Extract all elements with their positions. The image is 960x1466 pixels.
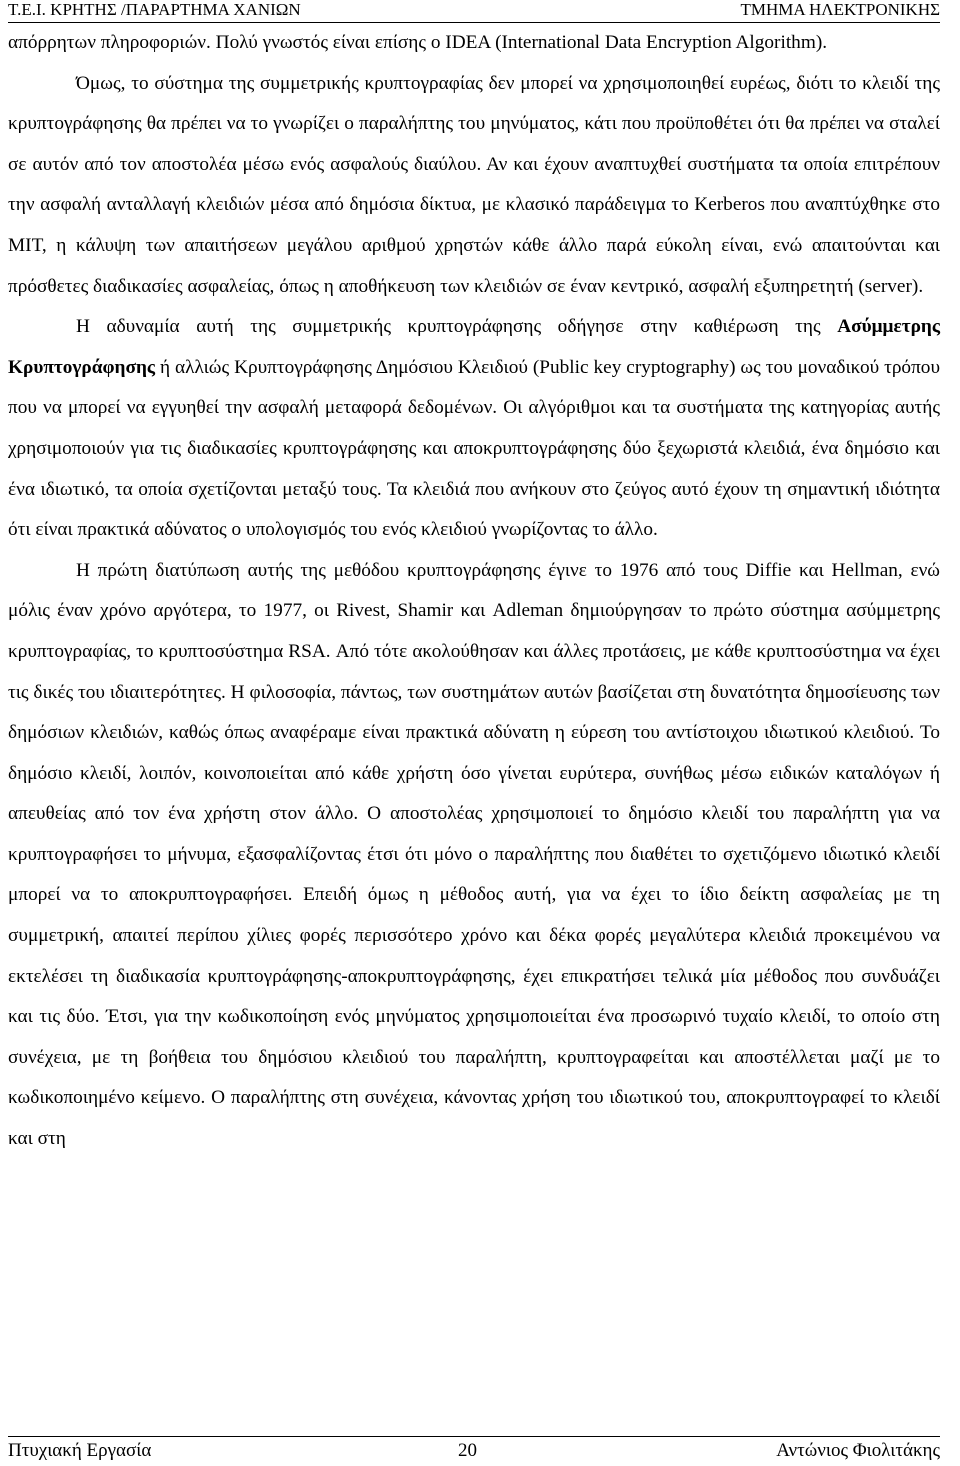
document-body xyxy=(8,23,940,1160)
asymmetric-cryptography-term: Ασύμμετρης Κρυπτογράφησης xyxy=(8,316,940,378)
header-institution: Τ.Ε.Ι. ΚΡΗΤΗΣ /ΠΑΡΑΡΤΗΜΑ ΧΑΝΙΩΝ xyxy=(8,0,301,19)
page-footer xyxy=(8,1436,940,1465)
paragraph-1: απόρρητων πληροφοριών. Πολύ γνωστός είναι επίσης ο IDEA (International Data Encryption Algorithm). xyxy=(8,32,828,53)
footer-document-type: Πτυχιακή Εργασία xyxy=(8,1440,152,1461)
page-header xyxy=(8,0,940,23)
footer-author: Αντώνιος Φιολιτάκης xyxy=(776,1440,940,1461)
paragraph-3 xyxy=(8,307,940,551)
paragraph-2: Όμως, το σύστημα της συμμετρικής κρυπτογραφίας δεν μπορεί να χρησιμοποιηθεί ευρέως, διότι το κλειδί της κρυπτογράφησης θα πρέπει να το γνωρίζει ο παραλήπτης του μηνύματος, κάτι που προϋποθέτει ότι θα πρέπει να σταλεί σε αυτόν από τον αποστολέα μέσω ενός ασφαλούς διαύλου. Αν και έχουν αναπτυχθεί συστήματα τα οποία επιτρέπουν την ασφαλή ανταλλαγή κλειδιών μέσα από δημόσια δίκτυα, με κλασικό παράδειγμα το Kerberos που αναπτύχθηκε στο MIT, η κάλυψη των απαιτήσεων μεγάλου αριθμού χρηστών κάθε άλλο παρά εύκολη είναι, ενώ απαιτούνται και πρόσθετες διαδικασίες ασφαλείας, όπως η αποθήκευση των κλειδιών σε έναν κεντρικό, ασφαλή εξυπηρετητή (server). xyxy=(8,72,940,297)
paragraph-3-rest: ή αλλιώς Κρυπτογράφησης Δημόσιου Κλειδιού (Public key cryptography) ως του μοναδικού τρόπου που να μπορεί να εγγυηθεί την ασφαλή μεταφορά δεδομένων. Οι αλγόριθμοι και τα συστήματα της κατηγορίας αυτής χρησιμοποιούν για τις διαδικασίες κρυπτογράφησης και αποκρυπτογράφησης δύο ξεχωριστά κλειδιά, ένα δημόσιο και ένα ιδιωτικό, τα οποία σχετίζονται μεταξύ τους. Τα κλειδιά που ανήκουν στο ζεύγος αυτό έχουν τη σημαντική ιδιότητα ότι είναι πρακτικά αδύνατος ο υπολογισμός του ενός κλειδιού γνωρίζοντας το άλλο. xyxy=(8,356,940,541)
header-department: ΤΜΗΜΑ ΗΛΕΚΤΡΟΝΙΚΗΣ xyxy=(740,0,940,19)
paragraph-3-intro: Η αδυναμία αυτή της συμμετρικής κρυπτογράφησης οδήγησε στην καθιέρωση της xyxy=(76,316,821,338)
page-number: 20 xyxy=(458,1440,477,1461)
paragraph-4: Η πρώτη διατύπωση αυτής της μεθόδου κρυπτογράφησης έγινε το 1976 από τους Diffie και Hellman, ενώ μόλις έναν χρόνο αργότερα, το 1977, οι Rivest, Shamir και Adleman δημιούργησαν το πρώτο σύστημα ασύμμετρης κρυπτογραφίας, το κρυπτοσύστημα RSA. Από τότε ακολούθησαν και άλλες προτάσεις, με κάθε κρυπτοσύστημα να έχει τις δικές του ιδιαιτερότητες. Η φιλοσοφία, πάντως, των συστημάτων αυτών βασίζεται στη δυνατότητα δημοσίευσης των δημόσιων κλειδιών, καθώς όπως αναφέραμε είναι πρακτικά αδύνατη η εύρεση του αντίστοιχου ιδιωτικού κλειδιού. Το δημόσιο κλειδί, λοιπόν, κοινοποιείται από κάθε χρήστη όσο γίνεται ευρύτερα, συνήθως μέσω ειδικών καταλόγων ή απευθείας από τον ένα χρήστη στον άλλο. Ο αποστολέας χρησιμοποιεί το δημόσιο κλειδί του παραλήπτη για να κρυπτογραφήσει το μήνυμα, εξασφαλίζοντας έτσι ότι μόνο ο παραλήπτης που διαθέτει το σχετιζόμενο ιδιωτικό κλειδί μπορεί να το αποκρυπτογραφήσει. Επειδή όμως η μέθοδος αυτή, για να έχει το ίδιο δείκτη ασφαλείας με τη συμμετρική, απαιτεί περίπου χίλιες φορές περισσότερο χρόνο και δέκα φορές μεγαλύτερα κλειδιά προκειμένου να εκτελέσει τη διαδικασία κρυπτογράφησης-αποκρυπτογράφησης, έχει επικρατήσει τελικά μία μέθοδος που συνδυάζει και τις δύο. Έτσι, για την κωδικοποίηση ενός μηνύματος χρησιμοποιείται ένα προσωρινό τυχαίο κλειδί, το οποίο στη συνέχεια, με τη βοήθεια του δημόσιου κλειδιού του παραλήπτη, κρυπτογραφείται και αποστέλλεται μαζί με το κωδικοποιημένο κείμενο. Ο παραλήπτης στη συνέχεια, κάνοντας χρήση του ιδιωτικού του, αποκρυπτογραφεί το κλειδί και στη xyxy=(8,559,940,1150)
